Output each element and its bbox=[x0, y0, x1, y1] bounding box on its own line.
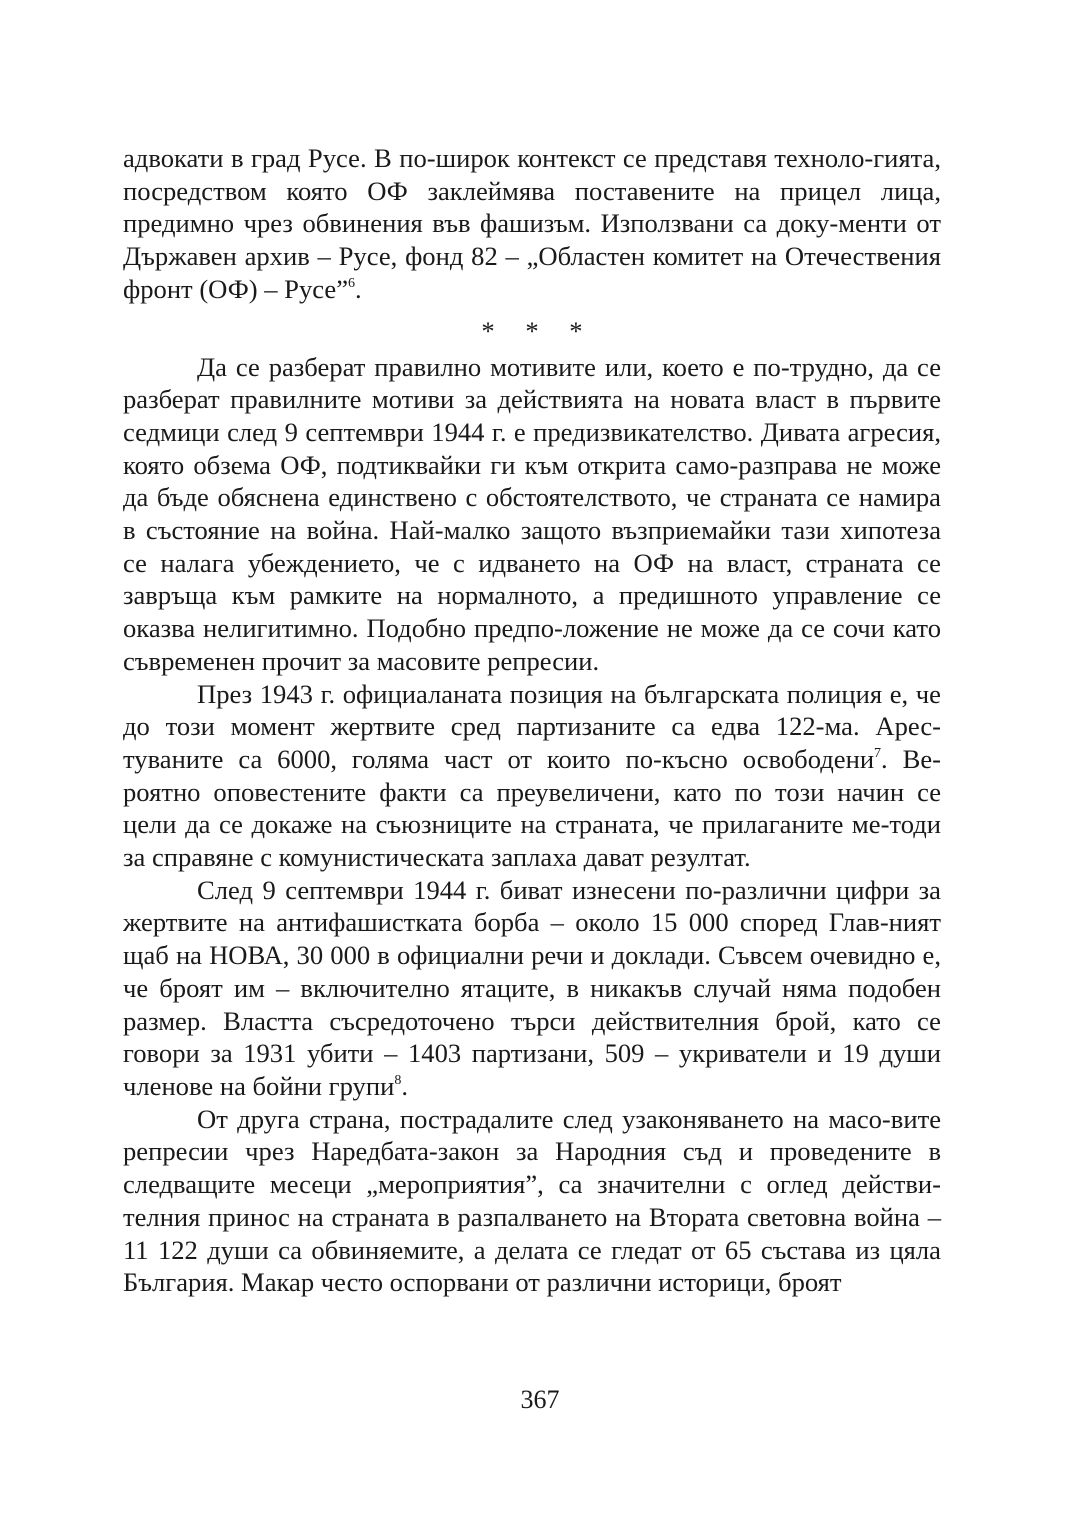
paragraph-tail: . bbox=[401, 1070, 408, 1101]
page-number: 367 bbox=[520, 1385, 560, 1414]
paragraph-intro-continuation bbox=[123, 142, 941, 306]
paragraph-text: След 9 септември 1944 г. биват изнесени по-различни цифри за жертвите на антифашистката борба – около 15 000 според Глав-ният щаб на НОВА, 30 000 в официални речи и доклади. Съвсем очевидно е, че броят им – включително ятаците, в никакъв случай няма подобен размер. Властта съсредоточено търси действителния брой, като се говори за 1931 убити – 1403 партизани, 509 – укриватели и 19 души членове на бойни групи bbox=[123, 874, 941, 1101]
paragraph-peoples-court: От друга страна, пострадалите след узаконяването на масо-вите репресии чрез Наредбата-закон за Народния съд и проведените в следващите месеци „мероприятия”, са значителни с оглед действи-телния принос на страната в разпалването на Втората световна война – 11 122 души са обвиняемите, а делата се гледат от 65 състава из цяла България. Макар често оспорвани от различни историци, броят bbox=[123, 1103, 941, 1298]
paragraph-tail: . Ве-роятно оповестените факти са преувеличени, като по този начин се цели да се докаже на съюзниците на страната, че прилаганите ме-тоди за справяне с комунистическата заплаха дават резултат. bbox=[123, 743, 941, 873]
paragraph-tail: . bbox=[355, 273, 362, 304]
footnote-marker-7[interactable]: 7 bbox=[874, 745, 882, 761]
paragraph-victims-figures bbox=[123, 874, 941, 1103]
paragraph-text: През 1943 г. официаланата позиция на българската полиция е, че до този момент жертвите сред партизаните са едва 122-ма. Арес-туваните са 6000, голяма част от които по-късно освободени bbox=[123, 678, 941, 774]
paragraph-1943-police bbox=[123, 678, 941, 874]
paragraph-text: адвокати в град Русе. В по-широк контекст се представя техноло-гията, посредством която ОФ заклеймява поставените на прицел лица, предимно чрез обвинения във фашизъм. Използвани са доку-менти от Държавен архив – Русе, фонд 82 – „Областен комитет на Отечествения фронт (ОФ) – Русе” bbox=[123, 143, 941, 304]
footnote-marker-8[interactable]: 8 bbox=[394, 1072, 402, 1088]
footnote-marker-6[interactable]: 6 bbox=[348, 275, 355, 291]
document-page bbox=[123, 142, 941, 1299]
section-separator: * * * bbox=[481, 315, 595, 346]
paragraph-motives: Да се разберат правилно мотивите или, което е по-трудно, да се разберат правилните мотиви за действията на новата власт в първите седмици след 9 септември 1944 г. е предизвикателство. Дивата агресия, която обзема ОФ, подтиквайки ги към открита само-разправа не може да бъде обяснена единствено с обстоятелството, че страната се намира в състояние на война. Най-малко защото възприемайки тази хипотеза се налага убеждението, че с идването на ОФ на власт, страната се завръща към рамките на нормалното, а предишното управление се оказва нелигитимно. Подобно предпо-ложение не може да се сочи като съвременен прочит за масовите репресии. bbox=[123, 351, 941, 676]
